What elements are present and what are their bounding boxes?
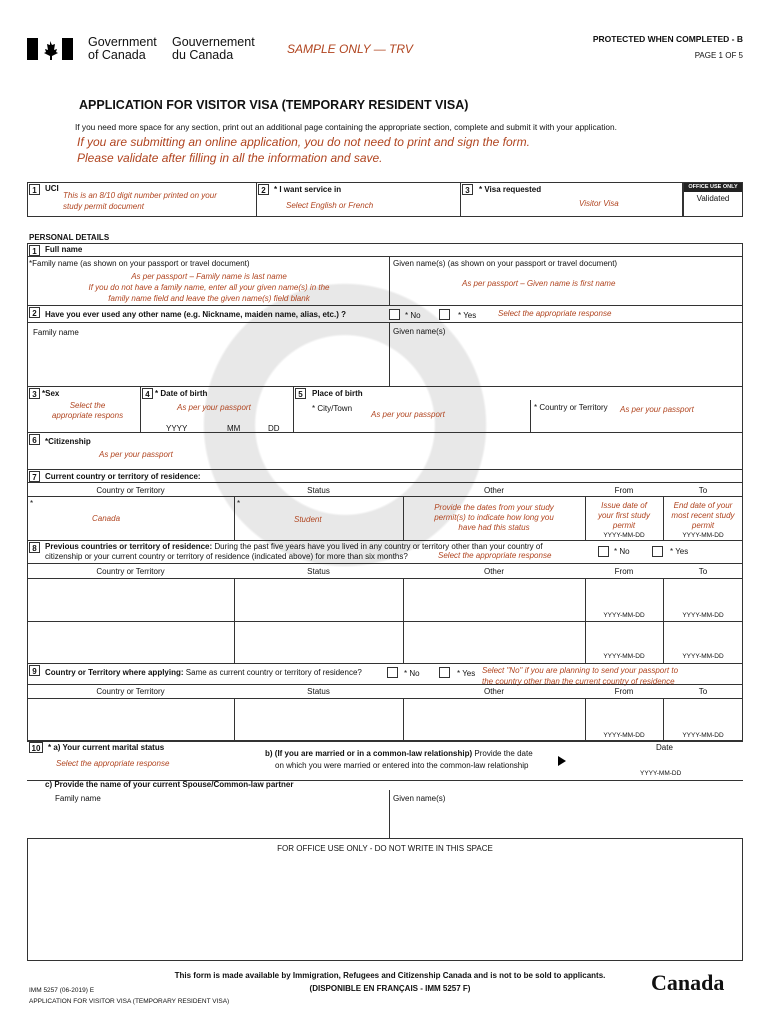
citizenship-field[interactable]: As per your passport <box>99 450 173 459</box>
gov-fr: Gouvernement du Canada <box>172 35 255 62</box>
family-name-field[interactable]: As per passport – Family name is last name If you do not have a family name, enter all your given name(s) in the family name field and leave the given name(s) field blank <box>88 272 330 303</box>
gov-en: Government of Canada <box>88 35 157 62</box>
date-format: YYYY-MM-DD <box>603 532 645 539</box>
office-use-label: OFFICE USE ONLY <box>684 183 742 192</box>
col-country: Country or Territory <box>96 687 165 696</box>
date-format: YYYY-MM-DD <box>682 732 724 739</box>
dob-label: * Date of birth <box>155 389 208 398</box>
intro-text: If you need more space for any section, print out an additional page containing the appropriate section, complete and submit it with your application. <box>75 122 617 132</box>
spouse-family-name-field[interactable]: Family name <box>55 794 101 803</box>
applying-no-checkbox[interactable] <box>387 667 398 678</box>
online-note: If you are submitting an online application, you do not need to print and sign the form. <box>77 135 530 149</box>
col-other: Other <box>483 687 504 696</box>
col-other: Other <box>483 486 504 495</box>
q-number: 1 <box>29 184 40 195</box>
other-name-label: Have you ever used any other name (e.g. Nickname, maiden name, alias, etc.) ? <box>45 310 347 319</box>
validate-note: Please validate after filling in all the information and save. <box>77 151 383 165</box>
other-given-name-field[interactable]: Given name(s) <box>393 327 446 336</box>
col-status: Status <box>307 567 330 576</box>
citizenship-label: *Citizenship <box>45 437 91 446</box>
residence-from-field[interactable]: Issue date of your first study permit <box>597 501 650 530</box>
form-code: IMM 5257 (06-2019) E <box>29 987 95 994</box>
q-number: 2 <box>29 307 40 318</box>
q-number: 6 <box>29 434 40 445</box>
city-label: * City/Town <box>312 404 353 413</box>
no-label: * No <box>614 547 630 556</box>
q-number: 9 <box>29 665 40 676</box>
applying-yes-checkbox[interactable] <box>439 667 450 678</box>
dob-yyyy: YYYY <box>166 424 188 433</box>
col-status: Status <box>307 486 330 495</box>
other-name-hint: Select the appropriate response <box>498 309 612 318</box>
q-number: 4 <box>142 388 153 399</box>
residence-other-field[interactable]: Provide the dates from your study permit(s) to indicate how long you have had this status <box>434 503 554 532</box>
q-number: 3 <box>29 388 40 399</box>
residence-label: Current country or territory of residence: <box>45 472 201 481</box>
q-number: 10 <box>29 742 43 753</box>
sample-label: SAMPLE ONLY — TRV <box>287 42 413 56</box>
section-heading: PERSONAL DETAILS <box>29 233 110 242</box>
full-name-label: Full name <box>45 245 83 254</box>
no-label: * No <box>404 669 420 678</box>
visa-select[interactable]: Visitor Visa <box>579 199 619 208</box>
q-number: 8 <box>29 542 40 553</box>
family-name-label: *Family name (as shown on your passport or travel document) <box>29 259 250 268</box>
visa-label: * Visa requested <box>479 185 542 194</box>
required-mark: * <box>30 499 34 508</box>
no-label: * No <box>405 311 421 320</box>
birth-country-label: * Country or Territory <box>534 403 608 412</box>
q-number: 7 <box>29 471 40 482</box>
dob-dd: DD <box>268 424 280 433</box>
page-title: APPLICATION FOR VISITOR VISA (TEMPORARY RESIDENT VISA) <box>79 98 469 112</box>
marriage-date-label: b) (If you are married or in a common-law relationship) Provide the date on which you were married or entered into the common-law relationship <box>265 749 533 770</box>
prev-residence-yes-checkbox[interactable] <box>652 546 663 557</box>
place-of-birth-label: Place of birth <box>312 389 363 398</box>
applying-hint: Select "No" if you are planning to send your passport to the country other than the current country of residence <box>482 666 679 686</box>
spouse-given-name-field[interactable]: Given name(s) <box>393 794 446 803</box>
col-other: Other <box>483 567 504 576</box>
page-number: PAGE 1 OF 5 <box>694 51 743 60</box>
city-field[interactable]: As per your passport <box>371 410 445 419</box>
col-country: Country or Territory <box>96 486 165 495</box>
prev-residence-no-checkbox[interactable] <box>598 546 609 557</box>
birth-country-field[interactable]: As per your passport <box>620 405 694 414</box>
dob-field[interactable]: As per your passport <box>177 403 251 412</box>
yes-label: * Yes <box>458 311 477 320</box>
residence-country-field[interactable]: Canada <box>92 514 121 523</box>
uci-field[interactable]: This is an 8/10 digit number printed on your study permit document <box>63 191 217 211</box>
protected-label: PROTECTED WHEN COMPLETED - B <box>592 34 743 44</box>
dob-mm: MM <box>227 424 241 433</box>
marital-status-select[interactable]: Select the appropriate response <box>56 759 170 768</box>
date-format: YYYY-MM-DD <box>603 732 645 739</box>
date-format: YYYY-MM-DD <box>682 532 724 539</box>
date-format: YYYY-MM-DD <box>603 612 645 619</box>
spouse-name-label: c) Provide the name of your current Spouse/Common-law partner <box>45 780 294 789</box>
sex-select[interactable]: Select the appropriate respons <box>51 401 124 420</box>
arrow-right-icon <box>558 756 566 766</box>
residence-status-field[interactable]: Student <box>294 515 322 524</box>
date-label: Date <box>656 743 673 752</box>
canada-flag-icon <box>27 38 73 60</box>
uci-label: UCI <box>45 184 59 193</box>
q-number: 2 <box>258 184 269 195</box>
required-mark: * <box>237 499 241 508</box>
col-status: Status <box>307 687 330 696</box>
col-to: To <box>698 567 708 576</box>
office-use-notice: FOR OFFICE USE ONLY - DO NOT WRITE IN THIS SPACE <box>277 844 493 853</box>
q-number: 1 <box>29 245 40 256</box>
col-from: From <box>614 567 634 576</box>
residence-to-field[interactable]: End date of your most recent study permit <box>671 501 735 530</box>
marital-status-label: * a) Your current marital status <box>48 743 165 752</box>
given-name-field[interactable]: As per passport – Given name is first name <box>462 279 616 288</box>
service-label: * I want service in <box>274 185 342 194</box>
q-number: 5 <box>295 388 306 399</box>
date-format: YYYY-MM-DD <box>682 612 724 619</box>
applying-country-label: Country or Territory where applying: Same as current country or territory of residence? <box>45 668 362 677</box>
sex-label: *Sex <box>42 389 60 398</box>
yes-label: * Yes <box>670 547 689 556</box>
date-format: YYYY-MM-DD <box>682 653 724 660</box>
col-country: Country or Territory <box>96 567 165 576</box>
office-use-area <box>27 838 743 961</box>
other-name-no-checkbox[interactable] <box>389 309 400 320</box>
marriage-date-field[interactable]: YYYY-MM-DD <box>640 770 682 777</box>
date-format: YYYY-MM-DD <box>603 653 645 660</box>
validated-value: Validated <box>696 194 730 203</box>
q-number: 3 <box>462 184 473 195</box>
col-from: From <box>614 687 634 696</box>
other-name-yes-checkbox[interactable] <box>439 309 450 320</box>
other-family-name-field[interactable]: Family name <box>33 328 79 337</box>
canada-wordmark: Canada <box>651 970 725 995</box>
given-name-label: Given name(s) (as shown on your passport or travel document) <box>393 259 618 268</box>
previous-residence-hint: Select the appropriate response <box>438 551 552 560</box>
footer-notice: This form is made available by Immigration, Refugees and Citizenship Canada and is not to be sold to applicants. <box>174 971 606 980</box>
form-name: APPLICATION FOR VISITOR VISA (TEMPORARY RESIDENT VISA) <box>29 998 230 1005</box>
col-from: From <box>614 486 634 495</box>
col-to: To <box>698 486 708 495</box>
service-select[interactable]: Select English or French <box>286 201 374 210</box>
footer-french: (DISPONIBLE EN FRANÇAIS - IMM 5257 F) <box>309 984 471 993</box>
yes-label: * Yes <box>457 669 476 678</box>
previous-residence-label: Previous countries or territory of residence: During the past five years have you lived in any country or territory other than your country of citizenship or your current country or territory of residence (indicated above) for more than six months? <box>45 542 543 561</box>
col-to: To <box>698 687 708 696</box>
